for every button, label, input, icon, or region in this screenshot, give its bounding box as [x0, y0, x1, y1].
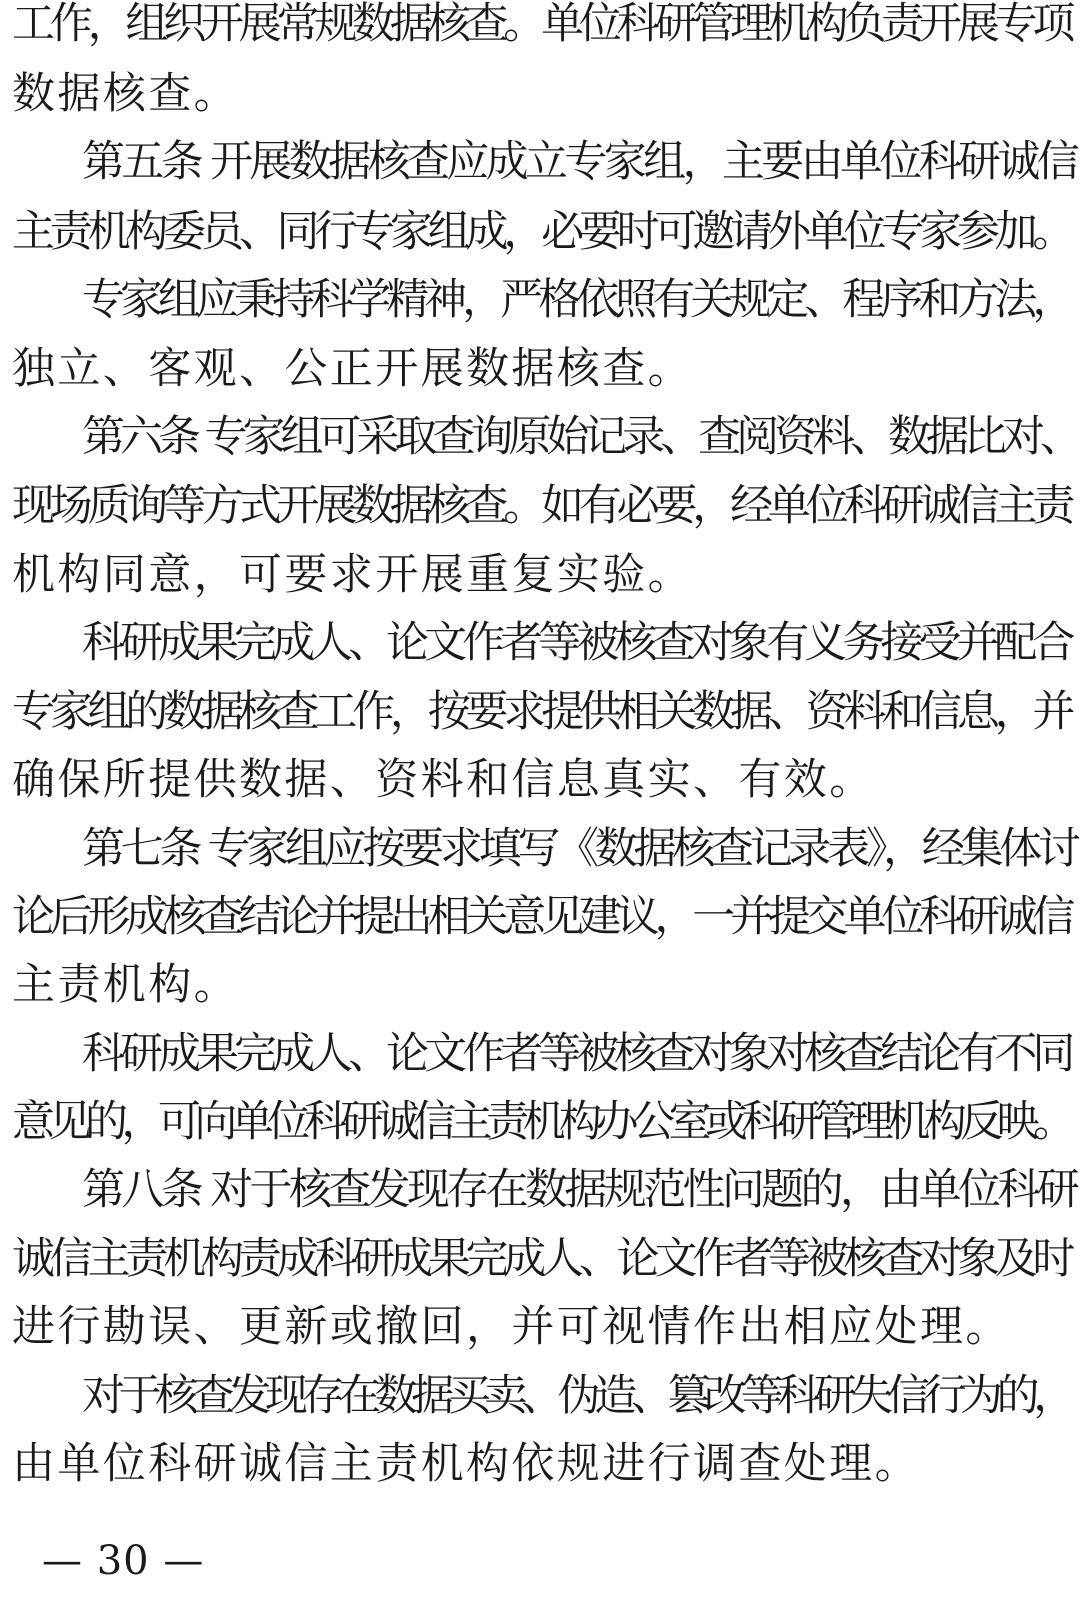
article-5-heading-line: 第五条 开展数据核查应成立专家组，主要由单位科研诚信 — [82, 137, 1077, 187]
text-line: 意见的，可向单位科研诚信主责机构办公室或科研管理机构反映。 — [12, 1097, 1070, 1147]
text-line: 主责机构委员、同行专家组成，必要时可邀请外单位专家参加。 — [12, 207, 1071, 257]
text-line: 主责机构。 — [12, 960, 239, 1010]
text-line: 机构同意，可要求开展重复实验。 — [12, 550, 693, 600]
text-line: 专家组的数据核查工作，按要求提供相关数据、资料和信息，并 — [12, 687, 1071, 737]
text-line: 数据核查。 — [12, 69, 239, 119]
text-line: 现场质询等方式开展数据核查。如有必要，经单位科研诚信主责 — [12, 481, 1071, 531]
text-line: 专家组应秉持科学精神，严格依照有关规定、程序和方法， — [82, 275, 1071, 325]
text-line: 诚信主责机构责成科研成果完成人、论文作者等被核查对象及时 — [12, 1234, 1071, 1284]
text-line: 由单位科研诚信主责机构依规进行调查处理。 — [12, 1439, 920, 1489]
article-8-heading-line: 第八条 对于核查发现存在数据规范性问题的，由单位科研 — [82, 1165, 1077, 1215]
text-line: 科研成果完成人、论文作者等被核查对象有义务接受并配合 — [82, 618, 1071, 668]
text-line: 论后形成核查结论并提出相关意见建议，一并提交单位科研诚信 — [12, 892, 1071, 942]
text-line: 对于核查发现存在数据买卖、伪造、篡改等科研失信行为的， — [82, 1371, 1070, 1421]
article-6-heading-line: 第六条 专家组可采取查询原始记录、查阅资料、数据比对、 — [82, 412, 1078, 462]
text-line: 独立、客观、公正开展数据核查。 — [12, 344, 693, 394]
text-line: 工作，组织开展常规数据核查。单位科研管理机构负责开展专项 — [12, 0, 1071, 49]
text-line: 确保所提供数据、资料和信息真实、有效。 — [12, 755, 875, 805]
article-7-heading-line: 第七条 专家组应按要求填写《数据核查记录表》，经集体讨 — [82, 824, 1077, 874]
text-line: 科研成果完成人、论文作者等被核查对象对核查结论有不同 — [82, 1029, 1071, 1079]
page-number: — 30 — — [42, 1538, 205, 1584]
text-line: 进行勘误、更新或撤回，并可视情作出相应处理。 — [12, 1302, 1011, 1352]
